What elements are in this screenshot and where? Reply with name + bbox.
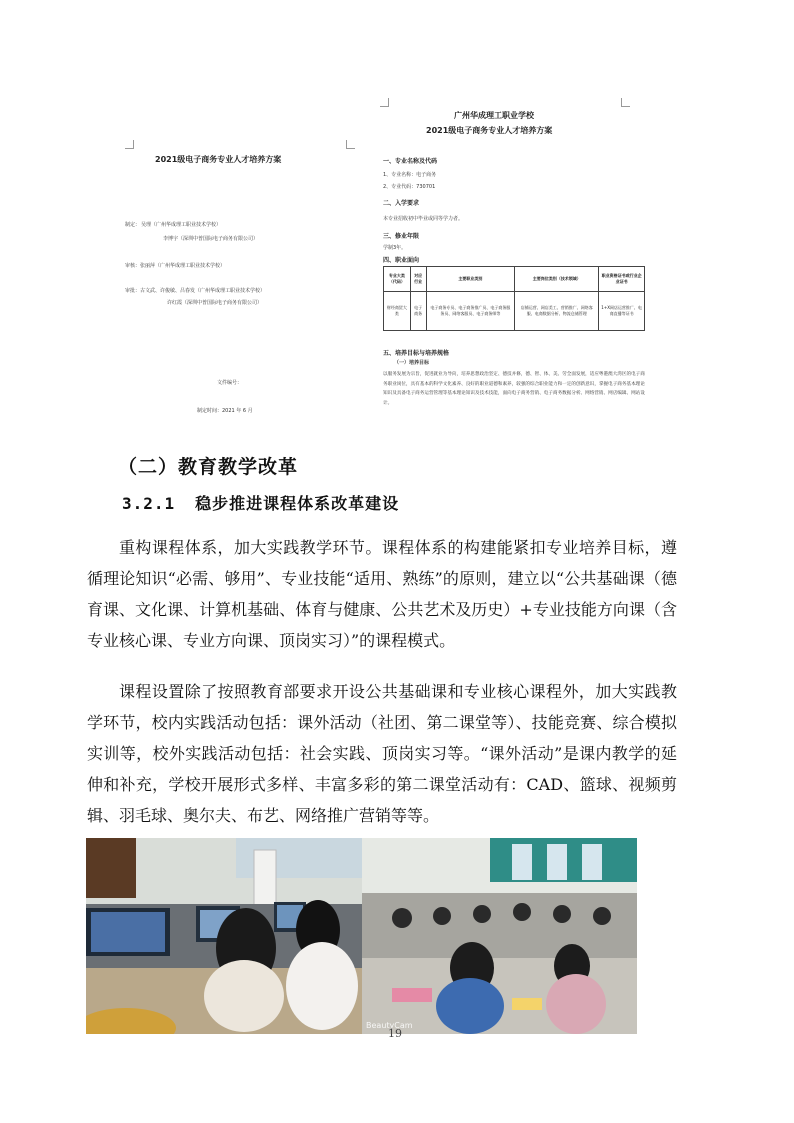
photo-watermark: BeautyCam — [366, 1021, 413, 1030]
cover-doc-no: 文件编号： — [217, 380, 243, 386]
classroom-illustration — [362, 838, 637, 1034]
plan-section-1: 一、专业名称及代码 — [383, 158, 438, 165]
cover-editors-label: 制定： — [125, 222, 141, 228]
table-cell: 电子商务专员、电子商务推广员、电子商务服务员、网络客服员、电子商务师等 — [426, 292, 515, 331]
table-cell: 1+X网店运营推广、电商直播等证书 — [599, 292, 645, 331]
plan-s5-sub: （一）培养目标 — [394, 360, 430, 366]
table-row — [384, 292, 645, 331]
plan-section-3: 三、修业年限 — [383, 233, 420, 240]
subsection-number: 3.2.1 — [122, 494, 176, 513]
cover-editor-1: 吴理（广州华成理工职业技术学校） — [141, 222, 222, 228]
computer-lab-illustration — [86, 838, 362, 1034]
plan-section-2: 二、入学要求 — [383, 200, 420, 207]
plan-s5-paragraph: 以服务发展为宗旨，促进就业为导向，培养思想政治坚定、德技并修，德、智、体、美、劳全面发展，适应粤港澳大湾区的电子商务职业岗位，具有基本的科学文化素养、良好的职业道德和素养，较强的综合职业能力和一定的创新意识，掌握电子商务基本理论知识及具备电子商务运营管理等基本理论知识及技术技能，面向电子商务营销、电子商务数据分析、网络营销、网店编辑、网站设计。 — [383, 372, 645, 406]
table-header: 主要岗位类别（技术领域） — [515, 267, 599, 292]
subsection-title: 稳步推进课程体系改革建设 — [195, 494, 400, 513]
cover-approver-2: 许红霞（深圳中普国际电子商务有限公司） — [167, 300, 263, 306]
plan-sheet-image — [380, 98, 645, 428]
plan-section-5: 五、培养目标与培养规格 — [383, 350, 450, 357]
plan-s2-line1: 本专业招收初中毕业或同等学力者。 — [383, 216, 464, 222]
subsection-heading — [122, 491, 399, 514]
body-paragraph-2: 课程设置除了按照教育部要求开设公共基础课和专业核心课程外，加大实践教学环节，校内实践活动包括：课外活动（社团、第二课堂等）、技能竞赛、综合模拟实训等，校外实践活动包括：社会实践、顶岗实习等。“课外活动”是课内教学的延伸和补充，学校开展形式多样、丰富多彩的第二课堂活动有：CAD、篮球、视频剪辑、羽毛球、奥尔夫、布艺、网络推广营销等等。 — [87, 682, 677, 825]
cover-sheet-image — [125, 140, 355, 430]
table-header: 专业大类（代码） — [384, 267, 411, 292]
body-paragraph-1: 重构课程体系，加大实践教学环节。课程体系的构建能紧扣专业培养目标，遵循理论知识“必需、够用”、专业技能“适用、熟练”的原则，建立以“公共基础课（德育课、文化课、计算机基础、体育与健康、公共艺术及历史）+专业技能方向课（含专业核心课、专业方向课、顶岗实习）”的课程模式。 — [87, 538, 677, 650]
table-header: 职业资格证书或行业企业证书 — [599, 267, 645, 292]
section-heading: （二）教育教学改革 — [118, 456, 299, 478]
page-number: 19 — [388, 1027, 402, 1040]
computer-lab-photo — [86, 838, 362, 1034]
cover-title: 2021级电子商务专业人才培养方案 — [155, 155, 282, 164]
cover-editor-2: 李博宇（深圳中普国际电子商务有限公司） — [163, 236, 259, 242]
plan-s3-line1: 学制3年。 — [383, 245, 407, 251]
career-table — [383, 266, 645, 331]
plan-s1-line2: 2、专业代码：730701 — [383, 184, 436, 190]
table-header: 主要职业类别 — [426, 267, 515, 292]
table-cell: 电子商务 — [410, 292, 426, 331]
plan-title: 2021级电子商务专业人才培养方案 — [426, 126, 553, 135]
plan-school: 广州华成理工职业学校 — [454, 111, 534, 120]
cover-date: 制定时间：2021 年 6 月 — [197, 408, 253, 414]
plan-section-4: 四、职业面向 — [383, 257, 420, 264]
table-cell: 财经商贸大类 — [384, 292, 411, 331]
classroom-craft-photo — [362, 838, 637, 1034]
table-cell: 店铺运营、网店美工、营销推广、网络客服、电商数据分析、物流仓储管理 — [515, 292, 599, 331]
cover-reviewer: 审核：张丽萍（广州华成理工职业技术学校） — [125, 263, 226, 269]
table-header: 对应行业 — [410, 267, 426, 292]
plan-s1-line1: 1、专业名称：电子商务 — [383, 172, 437, 178]
cover-approver: 审批：古文武、许俊敏、吕春发（广州华成理工职业技术学校） — [125, 288, 266, 294]
